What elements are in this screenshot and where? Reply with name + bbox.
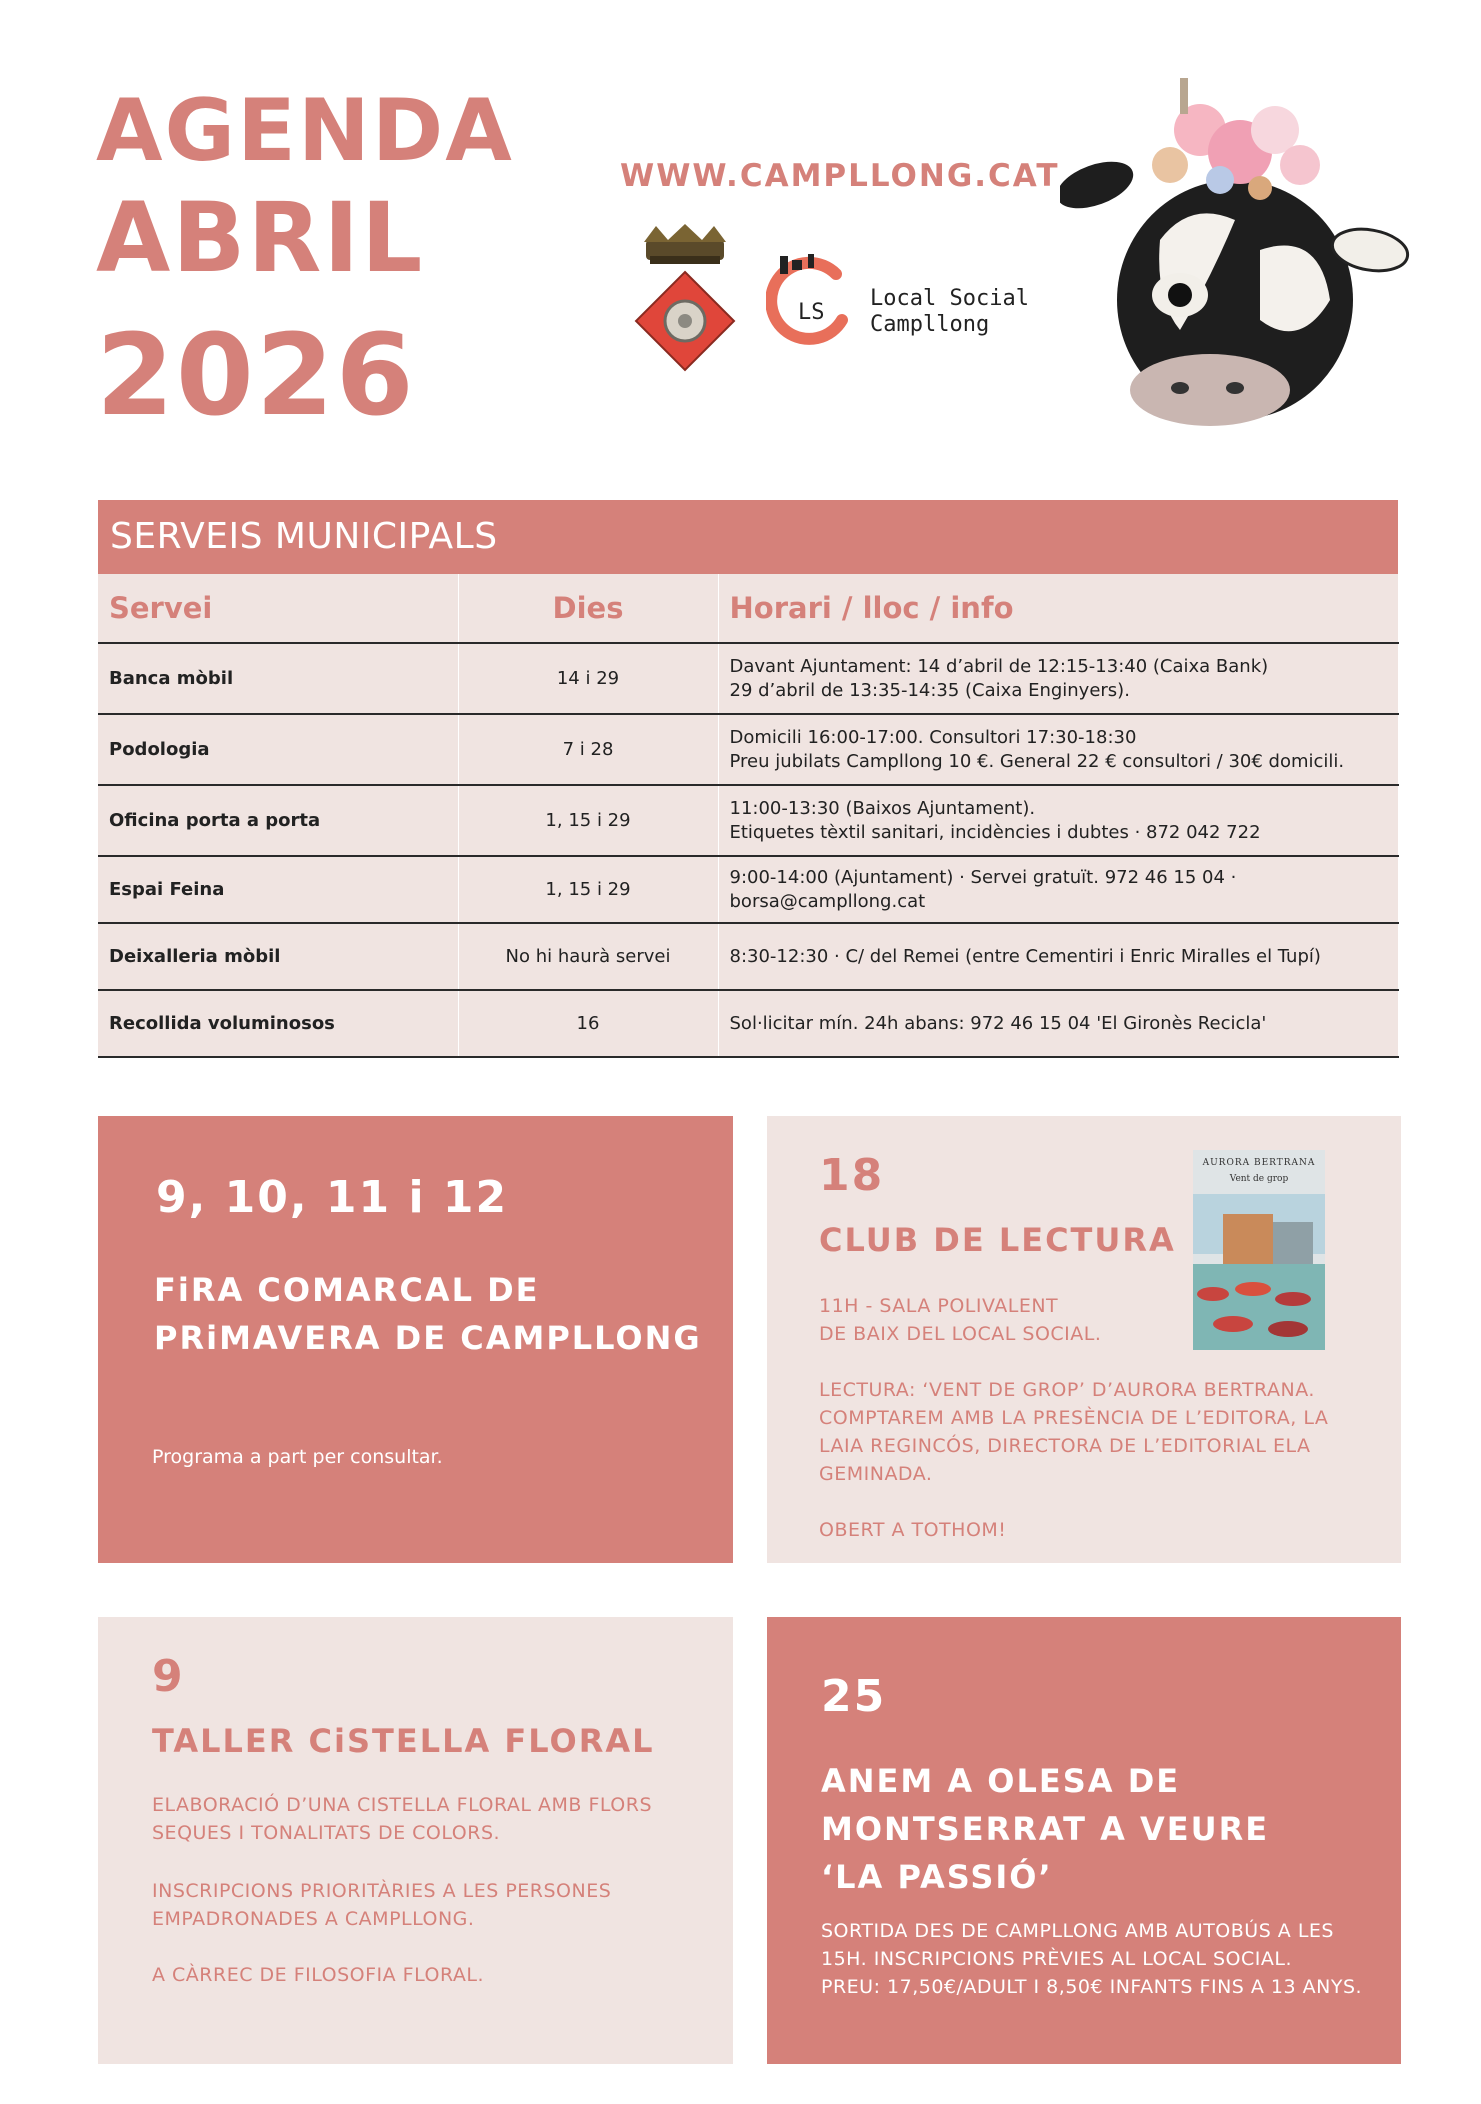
club-info-line1: 11H - SALA POLIVALENT — [819, 1295, 1059, 1317]
cell-dies: 16 — [458, 990, 718, 1057]
local-social-line2: Campllong — [870, 312, 990, 337]
local-social-name — [870, 286, 1029, 338]
taller-line1: ELABORACIÓ D’UNA CISTELLA FLORAL AMB FLORS — [152, 1794, 653, 1816]
taller-host: A CÀRREC DE FILOSOFIA FLORAL. — [152, 1964, 485, 1986]
olesa-description — [821, 1917, 1362, 2001]
cell-servei: Oficina porta a porta — [98, 785, 458, 856]
event-card-fira — [98, 1116, 733, 1563]
cell-dies: 1, 15 i 29 — [458, 785, 718, 856]
cell-info-line2: Preu jubilats Campllong 10 €. General 22 € consultori / 30€ domicili. — [729, 750, 1345, 772]
club-description — [819, 1376, 1328, 1488]
fira-title-line1: FiRA COMARCAL DE — [154, 1271, 540, 1309]
table-row — [98, 643, 1398, 714]
olesa-line2: 15H. INSCRIPCIONS PRÈVIES AL LOCAL SOCIAL. — [821, 1948, 1293, 1970]
col-header-info: Horari / lloc / info — [718, 574, 1398, 643]
title-agenda: AGENDA — [96, 81, 514, 181]
table-header-row — [98, 574, 1398, 643]
cell-info: 9:00-14:00 (Ajuntament) · Servei gratuït. 972 46 15 04 · borsa@campllong.cat — [718, 856, 1398, 923]
fira-note: Programa a part per consultar. — [152, 1446, 443, 1468]
cell-info — [718, 714, 1398, 785]
taller-day: 9 — [152, 1651, 185, 1702]
club-title: CLUB DE LECTURA — [819, 1221, 1176, 1259]
olesa-title — [821, 1757, 1269, 1901]
cell-info — [718, 785, 1398, 856]
services-title: SERVEIS MUNICIPALS — [98, 500, 1398, 574]
book-illustration-icon — [1193, 1194, 1325, 1350]
olesa-line1: SORTIDA DES DE CAMPLLONG AMB AUTOBÚS A LES — [821, 1920, 1334, 1942]
book-title: Vent de grop — [1229, 1174, 1289, 1184]
title-year: 2026 — [96, 311, 416, 441]
cell-info-line2: 29 d’abril de 13:35-14:35 (Caixa Enginyers). — [729, 679, 1130, 701]
taller-line2: SEQUES I TONALITATS DE COLORS. — [152, 1822, 501, 1844]
local-social-line1: Local Social — [870, 286, 1029, 311]
cell-info: 8:30-12:30 · C/ del Remei (entre Cementiri i Enric Miralles el Tupí) — [718, 923, 1398, 990]
book-cover — [1193, 1150, 1325, 1350]
cell-info — [718, 643, 1398, 714]
club-desc-line3: LAIA REGINCÓS, DIRECTORA DE L’EDITORIAL ELA — [819, 1435, 1311, 1457]
services-table — [98, 500, 1398, 1058]
olesa-title-line2: MONTSERRAT A VEURE — [821, 1810, 1270, 1848]
fira-title-line2: PRiMAVERA DE CAMPLLONG — [154, 1319, 702, 1357]
olesa-title-line3: ‘LA PASSIÓ’ — [821, 1858, 1053, 1896]
event-card-club-lectura — [767, 1116, 1401, 1563]
cell-servei: Recollida voluminosos — [98, 990, 458, 1057]
table-row — [98, 990, 1398, 1057]
col-header-servei: Servei — [98, 574, 458, 643]
table-row — [98, 785, 1398, 856]
taller-description — [152, 1791, 652, 1847]
olesa-day: 25 — [821, 1671, 887, 1722]
taller-line4: EMPADRONADES A CAMPLLONG. — [152, 1908, 475, 1930]
olesa-line3: PREU: 17,50€/ADULT I 8,50€ INFANTS FINS A 13 ANYS. — [821, 1976, 1363, 1998]
club-desc-line2: COMPTAREM AMB LA PRESÈNCIA DE L’EDITORA, LA — [819, 1407, 1329, 1429]
cell-info: Sol·licitar mín. 24h abans: 972 46 15 04 'El Gironès Recicla' — [718, 990, 1398, 1057]
taller-line3: INSCRIPCIONS PRIORITÀRIES A LES PERSONES — [152, 1880, 612, 1902]
cell-info-line1: 11:00-13:30 (Baixos Ajuntament). — [729, 797, 1036, 819]
cell-dies: 1, 15 i 29 — [458, 856, 718, 923]
cell-info-line2: Etiquetes tèxtil sanitari, incidències i dubtes · 872 042 722 — [729, 821, 1261, 843]
taller-inscriptions — [152, 1877, 611, 1933]
table-row — [98, 714, 1398, 785]
cell-servei: Espai Feina — [98, 856, 458, 923]
title-month: ABRIL — [96, 182, 425, 294]
cell-servei: Podologia — [98, 714, 458, 785]
table-row — [98, 856, 1398, 923]
club-info — [819, 1292, 1101, 1348]
club-day: 18 — [819, 1150, 885, 1201]
cell-info-line1: Domicili 16:00-17:00. Consultori 17:30-18:30 — [729, 726, 1137, 748]
cell-dies: 7 i 28 — [458, 714, 718, 785]
cell-dies: No hi haurà servei — [458, 923, 718, 990]
services-grid — [98, 574, 1399, 1058]
club-desc-line4: GEMINADA. — [819, 1463, 933, 1485]
olesa-title-line1: ANEM A OLESA DE — [821, 1762, 1181, 1800]
club-info-line2: DE BAIX DEL LOCAL SOCIAL. — [819, 1323, 1102, 1345]
club-desc-line1: LECTURA: ‘VENT DE GROP’ D’AURORA BERTRANA. — [819, 1379, 1315, 1401]
event-card-taller — [98, 1617, 733, 2064]
col-header-dies: Dies — [458, 574, 718, 643]
table-row — [98, 923, 1398, 990]
cell-dies: 14 i 29 — [458, 643, 718, 714]
local-social-logo-icon — [766, 250, 856, 346]
event-card-olesa — [767, 1617, 1401, 2064]
cell-info-line1: Davant Ajuntament: 14 d’abril de 12:15-13:40 (Caixa Bank) — [729, 655, 1269, 677]
club-open: OBERT A TOTHOM! — [819, 1519, 1007, 1541]
coat-of-arms-icon — [630, 222, 740, 382]
cell-servei: Deixalleria mòbil — [98, 923, 458, 990]
taller-title: TALLER CiSTELLA FLORAL — [152, 1722, 655, 1760]
cow-with-flowers-icon — [1060, 70, 1410, 430]
fira-dates: 9, 10, 11 i 12 — [156, 1172, 509, 1223]
book-author: AURORA BERTRANA — [1202, 1158, 1316, 1168]
website-link[interactable]: WWW.CAMPLLONG.CAT — [620, 158, 1060, 194]
local-social-initials: LS — [798, 300, 825, 325]
cell-servei: Banca mòbil — [98, 643, 458, 714]
